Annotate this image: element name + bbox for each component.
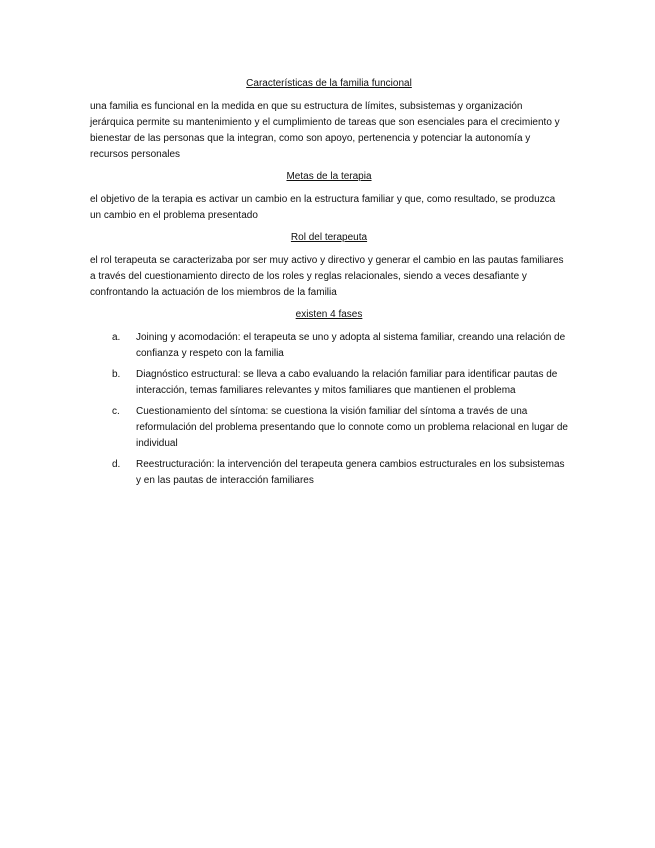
phase-marker: b. xyxy=(112,369,121,380)
section-heading-metas: Metas de la terapia xyxy=(286,171,372,182)
section-text-caracteristicas: una familia es funcional en la medida en que su estructura de límites, subsistemas y organización jerárquica permite su mantenimiento y el cumplimiento de tareas que son esenciales para el crecimiento y bienestar de las personas que la integran, como son apoyo, pertenencia y potenciar la autonomía y recursos personales xyxy=(90,101,560,160)
phases-heading: existen 4 fases xyxy=(295,309,363,320)
phase-item-d xyxy=(90,457,568,489)
phases-list xyxy=(90,330,568,489)
phase-text: Reestructuración: la intervención del terapeuta genera cambios estructurales en los subsistemas y en las pautas de interacción familiares xyxy=(136,459,565,486)
phase-text: Cuestionamiento del síntoma: se cuestiona la visión familiar del síntoma a través de una reformulación del problema presentando que lo connote como un problema relacional en lugar de individual xyxy=(136,406,568,449)
phase-marker: a. xyxy=(112,332,121,343)
phase-marker: c. xyxy=(112,406,120,417)
phase-marker: d. xyxy=(112,459,121,470)
section-heading-caracteristicas: Características de la familia funcional xyxy=(246,78,412,89)
section-text-rol: el rol terapeuta se caracterizaba por ser muy activo y directivo y generar el cambio en las pautas familiares a través del cuestionamiento directo de los roles y reglas relacionales, siendo a veces desafiante y confrontando la actuación de los miembros de la familia xyxy=(90,255,564,298)
section-text-metas: el objetivo de la terapia es activar un cambio en la estructura familiar y que, como resultado, se produzca un cambio en el problema presentado xyxy=(90,194,556,221)
phase-item-a xyxy=(90,330,568,362)
document-content xyxy=(90,76,568,494)
phase-text: Diagnóstico estructural: se lleva a cabo evaluando la relación familiar para identificar pautas de interacción, temas familiares relevantes y mitos familiares que mantienen el problema xyxy=(136,369,558,396)
phase-text: Joining y acomodación: el terapeuta se uno y adopta al sistema familiar, creando una relación de confianza y respeto con la familia xyxy=(136,332,566,359)
phase-item-b xyxy=(90,367,568,399)
section-heading-rol: Rol del terapeuta xyxy=(290,232,368,243)
phase-item-c xyxy=(90,404,568,452)
